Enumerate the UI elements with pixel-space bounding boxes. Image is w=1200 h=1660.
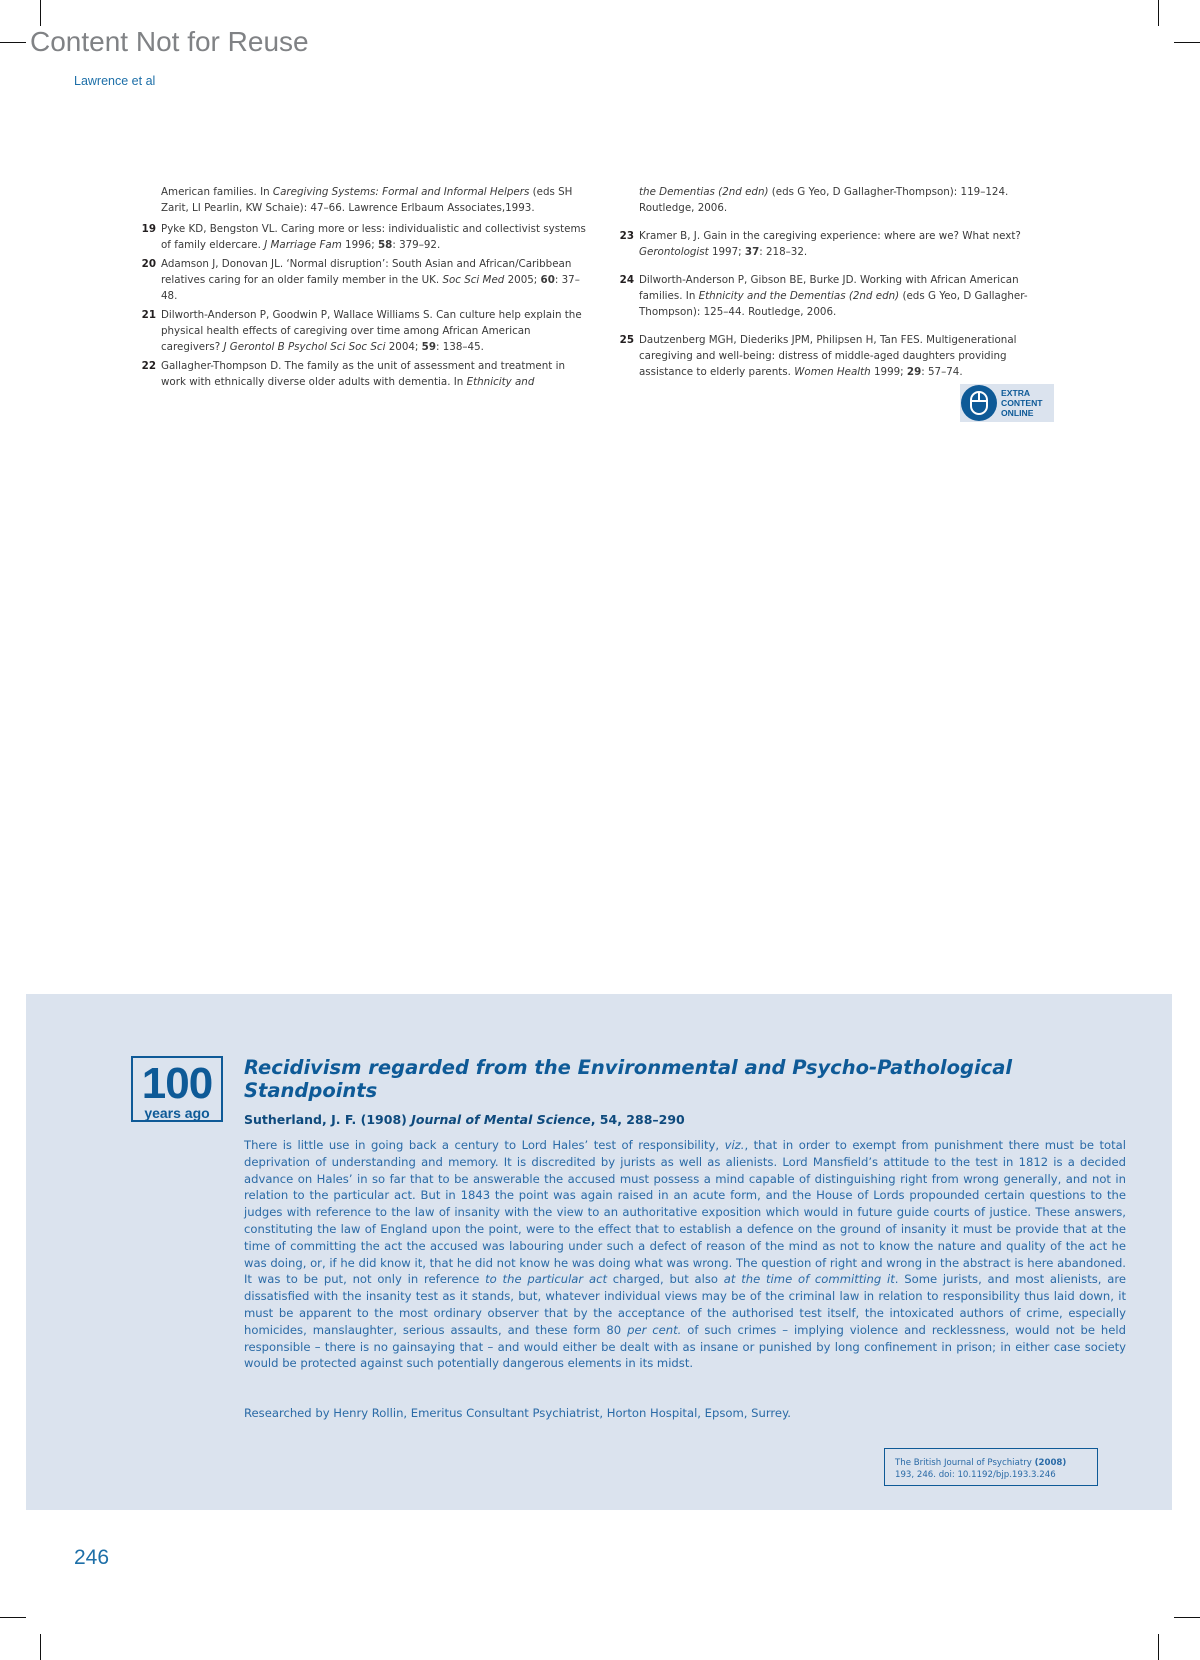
history-body: There is little use in going back a century to Lord Hales’ test of responsibility, viz., that in order to exempt from punishment there must be total deprivation of understanding and memory. It is discredited by jurists as well as alienists. Lord Mansfield’s attitude to the test in 1812 is a decided advance on Hales’ in so far that to be answerable the accused must possess a mind capable of distinguishing right from wrong generally, and not in relation to the particular act. But in 1843 the point was again raised in an acute form, and the House of Lords propounded certain questions to the judges with reference to the law of insanity with the view to an authoritative exposition which would in future guide courts of justice. These answers, constituting the law of England upon the point, were to the effect that to establish a defence on the ground of insanity it must be provide that at the time of committing the act the accused was labouring under such a defect of reason of the mind as not to know the nature and quality of the act he was doing, or, if he did know it, that he did not know he was doing what was wrong. The question of right and wrong in the abstract is here abandoned. It was to be put, not only in reference to the particular act charged, but also at the time of committing it. Some jurists, and most alienists, are dissatisfied with the insanity test as it stands, but, whatever individual views may be of the criminal law in relation to responsibility thus laid down, it must be apparent to the most ordinary observer that by the acceptance of the authorised test itself, the intoxicated authors of crime, especially homicides, manslaughter, serious assaults, and these form 80 per cent. of such crimes – implying violence and recklessness, would not be held responsible – there is no gainsaying that – and would either be dealt with as insane or punished by long confinement in prison; in either case society would be protected against such potentially dangerous elements in its midst. [244,1138,1126,1371]
reference-number: 22 [141,360,156,372]
reference-text: Dautzenberg MGH, Diederiks JPM, Philipsen H, Tan FES. Multigenerational caregiving and well-being: distress of middle-aged daughters providing assistance to elderly parents. Women Health 1999; 29: 57–74. [639,334,1017,378]
citation-year: (2008) [1034,1458,1067,1468]
reference-number: 24 [619,274,634,286]
reference-item [130,256,588,304]
references-right-column [608,184,1060,383]
crop-mark [1174,42,1200,43]
years-ago-unit: years ago [144,1105,210,1121]
reference-text: the Dementias (2nd edn) (eds G Yeo, D Gallagher-Thompson): 119–124. Routledge, 2006. [639,186,1009,214]
citation-box [884,1448,1098,1486]
reference-number: 23 [619,230,634,242]
references-left-column [130,184,588,393]
crop-mark [0,1617,26,1618]
reference-item [608,272,1060,320]
crop-mark [1158,0,1159,26]
reference-item [130,358,588,390]
reference-item [130,221,588,253]
reference-text: Kramer B, J. Gain in the caregiving experience: where are we? What next? Gerontologist 1997; 37: 218–32. [639,230,1021,258]
crop-mark [40,1634,41,1660]
extra-badge-line: ONLINE [1001,408,1034,418]
history-credit: Researched by Henry Rollin, Emeritus Consultant Psychiatrist, Horton Hospital, Epsom, Surrey. [244,1406,791,1420]
crop-mark [1158,1634,1159,1660]
mouse-icon [961,385,997,421]
reference-text: American families. In Caregiving Systems: Formal and Informal Helpers (eds SH Zarit, LI Pearlin, KW Schaie): 47–66. Lawrence Erlbaum Associates,1993. [161,186,573,214]
reference-number: 19 [141,223,156,235]
reference-text: Dilworth-Anderson P, Gibson BE, Burke JD. Working with African American families. In Ethnicity and the Dementias (2nd edn) (eds G Yeo, D Gallagher-Thompson): 125–44. Routledge, 2006. [639,274,1028,318]
reference-text: Gallagher-Thompson D. The family as the unit of assessment and treatment in work with ethnically diverse older adults with dementia. In Ethnicity and [161,360,565,388]
extra-badge-line: EXTRA [1001,388,1031,398]
citation-line-1 [895,1457,1097,1469]
extra-badge-line: CONTENT [1001,398,1043,408]
crop-mark [0,42,26,43]
reference-item [608,332,1060,380]
reference-text: Pyke KD, Bengston VL. Caring more or less: individualistic and collectivist systems of family eldercare. J Marriage Fam 1996; 58: 379–92. [161,223,586,251]
watermark: Content Not for Reuse [30,26,309,57]
reference-text: Adamson J, Donovan JL. ‘Normal disruption’: South Asian and African/Caribbean relatives caring for an older family member in the UK. Soc Sci Med 2005; 60: 37–48. [161,258,580,302]
extra-badge-text [1001,388,1043,418]
history-source [244,1112,685,1127]
reference-number: 20 [141,258,156,270]
source-details: , 54, 288–290 [590,1112,685,1127]
source-author: Sutherland, J. F. (1908) [244,1112,407,1127]
reference-item [608,184,1060,216]
extra-content-online-badge[interactable] [960,384,1054,422]
reference-number: 21 [141,309,156,321]
source-journal: Journal of Mental Science [411,1112,591,1127]
page-number: 246 [74,1546,110,1569]
crop-mark [1174,1617,1200,1618]
reference-number: 25 [619,334,634,346]
years-ago-number: 100 [141,1059,213,1108]
citation-journal: The British Journal of Psychiatry [895,1458,1035,1468]
reference-item [608,228,1060,260]
running-head: Lawrence et al [74,74,156,88]
citation-line-2: 193, 246. doi: 10.1192/bjp.193.3.246 [895,1470,1056,1480]
hundred-years-ago-box [26,994,1172,1510]
crop-mark [40,0,41,26]
reference-item [130,184,588,216]
reference-text: Dilworth-Anderson P, Goodwin P, Wallace Williams S. Can culture help explain the physical health effects of caregiving over time among African American caregivers? J Gerontol B Psychol Sci Soc Sci 2004; 59: 138–45. [161,309,582,353]
years-ago-badge [131,1056,223,1122]
history-title: Recidivism regarded from the Environmental and Psycho-Pathological Standpoints [244,1056,1013,1102]
reference-item [130,307,588,355]
